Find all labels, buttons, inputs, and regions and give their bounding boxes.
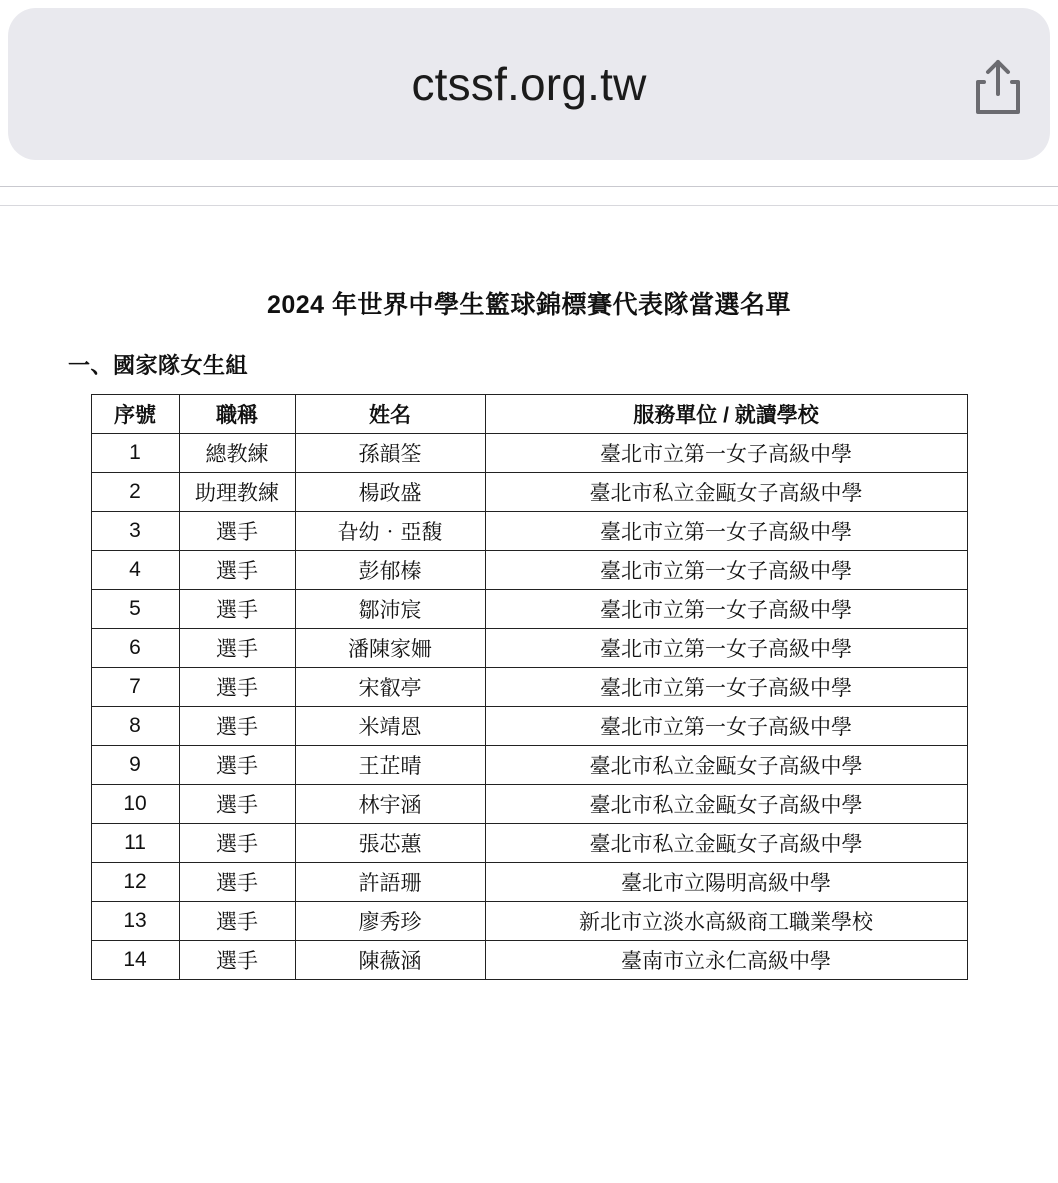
- cell-name: 孫韻筌: [295, 434, 485, 473]
- cell-name: 楊政盛: [295, 473, 485, 512]
- table-row: [91, 863, 967, 902]
- cell-role: 選手: [179, 629, 295, 668]
- cell-org: 臺南市立永仁高級中學: [485, 941, 967, 980]
- cell-role: 選手: [179, 824, 295, 863]
- share-icon[interactable]: [972, 58, 1024, 116]
- table-row: [91, 512, 967, 551]
- cell-no: 2: [91, 473, 179, 512]
- table-header-row: [91, 395, 967, 434]
- cell-name: 鄒沛宸: [295, 590, 485, 629]
- column-header-name: 姓名: [295, 395, 485, 434]
- toolbar-divider-secondary: [0, 205, 1058, 206]
- cell-no: 3: [91, 512, 179, 551]
- cell-name: 宋叡亭: [295, 668, 485, 707]
- cell-name: 旮幼‧亞馥: [295, 512, 485, 551]
- column-header-role: 職稱: [179, 395, 295, 434]
- section-heading: 一、國家隊女生組: [68, 353, 249, 378]
- url-bar[interactable]: [8, 8, 1050, 160]
- cell-no: 14: [91, 941, 179, 980]
- toolbar-divider: [0, 186, 1058, 187]
- cell-role: 選手: [179, 707, 295, 746]
- cell-org: 臺北市立第一女子高級中學: [485, 590, 967, 629]
- cell-name: 許語珊: [295, 863, 485, 902]
- page-content: [0, 190, 1058, 980]
- table-row: [91, 941, 967, 980]
- cell-no: 11: [91, 824, 179, 863]
- table-row: [91, 668, 967, 707]
- cell-org: 新北市立淡水高級商工職業學校: [485, 902, 967, 941]
- table-row: [91, 902, 967, 941]
- table-row: [91, 629, 967, 668]
- cell-org: 臺北市立陽明高級中學: [485, 863, 967, 902]
- cell-role: 選手: [179, 941, 295, 980]
- cell-role: 選手: [179, 668, 295, 707]
- cell-org: 臺北市立第一女子高級中學: [485, 434, 967, 473]
- url-text: ctssf.org.tw: [411, 58, 647, 110]
- cell-org: 臺北市私立金甌女子高級中學: [485, 785, 967, 824]
- cell-no: 7: [91, 668, 179, 707]
- table-row: [91, 785, 967, 824]
- cell-name: 王芷晴: [295, 746, 485, 785]
- cell-name: 彭郁榛: [295, 551, 485, 590]
- browser-top-bar: [0, 0, 1058, 190]
- table-row: [91, 434, 967, 473]
- cell-no: 12: [91, 863, 179, 902]
- cell-no: 4: [91, 551, 179, 590]
- cell-role: 選手: [179, 512, 295, 551]
- cell-role: 選手: [179, 746, 295, 785]
- cell-role: 總教練: [179, 434, 295, 473]
- cell-org: 臺北市立第一女子高級中學: [485, 629, 967, 668]
- cell-org: 臺北市私立金甌女子高級中學: [485, 746, 967, 785]
- table-row: [91, 590, 967, 629]
- cell-role: 選手: [179, 785, 295, 824]
- cell-no: 1: [91, 434, 179, 473]
- cell-org: 臺北市立第一女子高級中學: [485, 551, 967, 590]
- cell-no: 10: [91, 785, 179, 824]
- cell-no: 8: [91, 707, 179, 746]
- cell-name: 潘陳家姍: [295, 629, 485, 668]
- table-row: [91, 551, 967, 590]
- cell-no: 6: [91, 629, 179, 668]
- cell-org: 臺北市立第一女子高級中學: [485, 707, 967, 746]
- table-row: [91, 473, 967, 512]
- cell-role: 選手: [179, 863, 295, 902]
- cell-org: 臺北市私立金甌女子高級中學: [485, 473, 967, 512]
- cell-no: 5: [91, 590, 179, 629]
- cell-no: 13: [91, 902, 179, 941]
- table-row: [91, 824, 967, 863]
- cell-role: 助理教練: [179, 473, 295, 512]
- table-row: [91, 707, 967, 746]
- cell-name: 陳薇涵: [295, 941, 485, 980]
- cell-org: 臺北市私立金甌女子高級中學: [485, 824, 967, 863]
- cell-role: 選手: [179, 590, 295, 629]
- column-header-no: 序號: [91, 395, 179, 434]
- cell-name: 米靖恩: [295, 707, 485, 746]
- cell-no: 9: [91, 746, 179, 785]
- column-header-org: 服務單位 / 就讀學校: [485, 395, 967, 434]
- cell-name: 廖秀珍: [295, 902, 485, 941]
- cell-name: 林宇涵: [295, 785, 485, 824]
- roster-table: [91, 394, 968, 980]
- cell-role: 選手: [179, 551, 295, 590]
- cell-name: 張芯蕙: [295, 824, 485, 863]
- page-title: 2024 年世界中學生籃球錦標賽代表隊當選名單: [266, 291, 792, 319]
- cell-org: 臺北市立第一女子高級中學: [485, 668, 967, 707]
- cell-role: 選手: [179, 902, 295, 941]
- cell-org: 臺北市立第一女子高級中學: [485, 512, 967, 551]
- table-row: [91, 746, 967, 785]
